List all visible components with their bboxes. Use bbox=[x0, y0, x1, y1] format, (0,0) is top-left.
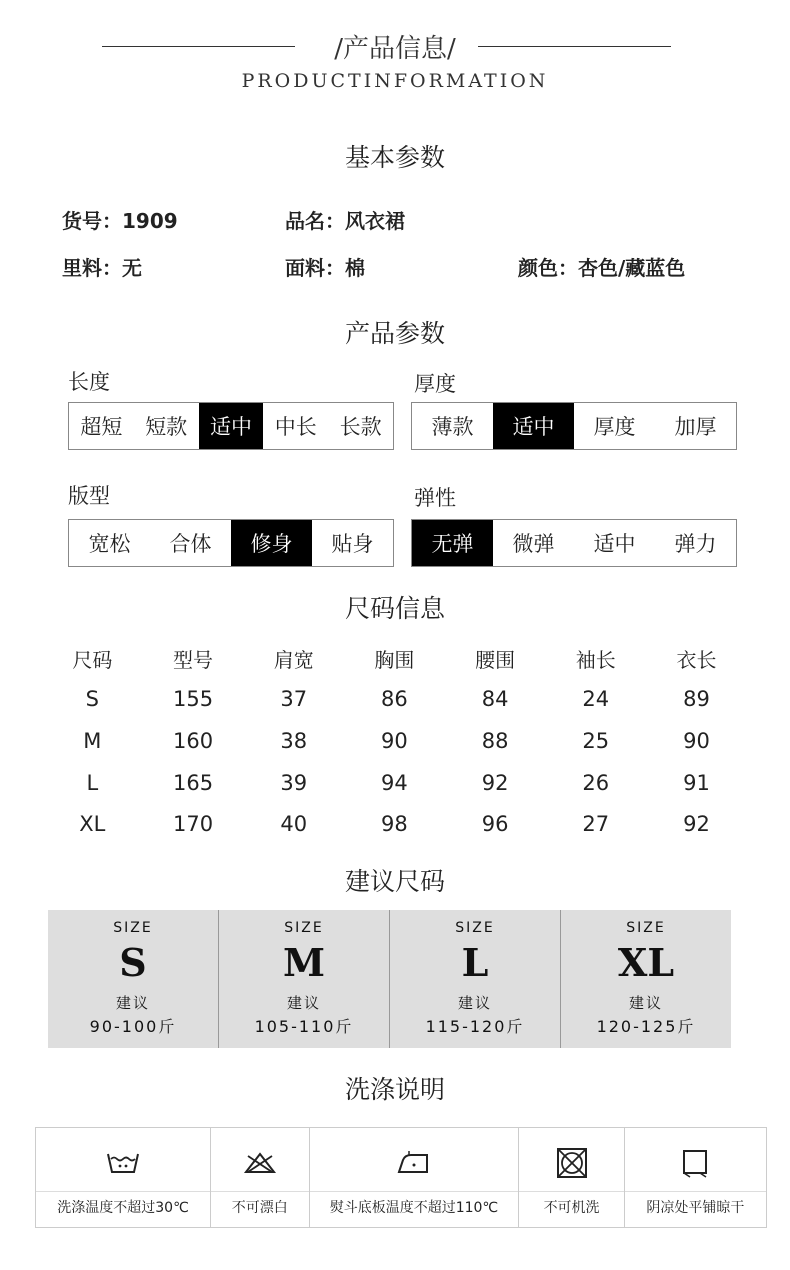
info-label: 颜色： bbox=[518, 256, 578, 280]
table-cell: 37 bbox=[280, 687, 308, 711]
option-item: 超短 bbox=[80, 415, 123, 439]
page-title: /产品信息/ bbox=[334, 34, 456, 64]
basic-section-title: 基本参数 bbox=[344, 143, 445, 172]
option-item: 合体 bbox=[169, 532, 212, 556]
param-label-fit: 版型 bbox=[68, 484, 110, 508]
option-item: 适中 bbox=[593, 532, 636, 556]
suggest-size-label: SIZE bbox=[455, 920, 495, 936]
option-selected: 适中 bbox=[493, 403, 574, 449]
table-row bbox=[42, 687, 747, 711]
suggest-size-panel bbox=[48, 910, 731, 1048]
suggest-weight-range: 120-125斤 bbox=[596, 1017, 696, 1036]
wash-divider bbox=[625, 1191, 766, 1192]
suggest-size-label: SIZE bbox=[626, 920, 666, 936]
table-cell: 90 bbox=[381, 729, 408, 753]
table-cell: 89 bbox=[683, 687, 710, 711]
table-cell: 38 bbox=[280, 729, 308, 753]
info-label: 里料： bbox=[62, 256, 122, 280]
info-item-color bbox=[518, 252, 685, 281]
suggest-text: 建议 bbox=[286, 994, 321, 1012]
info-item-fabric bbox=[285, 252, 365, 281]
size-section-title: 尺码信息 bbox=[344, 594, 445, 623]
table-header-cell: 型号 bbox=[173, 648, 214, 672]
param-label-elasticity: 弹性 bbox=[414, 486, 456, 510]
wash-divider bbox=[519, 1191, 623, 1192]
table-cell: 91 bbox=[683, 771, 710, 795]
table-cell: 90 bbox=[683, 729, 710, 753]
option-selected: 修身 bbox=[231, 520, 312, 566]
table-cell: 92 bbox=[481, 771, 509, 795]
table-header-cell: 腰围 bbox=[475, 648, 516, 672]
suggest-size-letter: L bbox=[461, 940, 489, 985]
table-cell: 24 bbox=[582, 687, 610, 711]
info-label: 品名： bbox=[285, 209, 345, 233]
info-label: 货号： bbox=[62, 209, 122, 233]
table-cell: 96 bbox=[481, 812, 509, 836]
table-cell: 88 bbox=[481, 729, 509, 753]
option-selected: 无弹 bbox=[412, 520, 493, 566]
table-cell: 27 bbox=[582, 812, 610, 836]
table-cell: 26 bbox=[582, 771, 610, 795]
table-header-cell: 尺码 bbox=[72, 648, 113, 672]
option-bar-elasticity bbox=[411, 519, 737, 567]
option-item: 弹力 bbox=[674, 532, 717, 556]
wash-section-title: 洗涤说明 bbox=[344, 1075, 445, 1104]
suggest-cell-xl bbox=[560, 910, 731, 1048]
option-bar-fit bbox=[68, 519, 394, 567]
suggest-weight-range: 115-120斤 bbox=[425, 1017, 525, 1036]
wash-text: 洗涤温度不超过30℃ bbox=[57, 1200, 189, 1216]
option-item: 中长 bbox=[274, 415, 317, 439]
table-cell: 155 bbox=[172, 687, 214, 711]
suggest-size-letter: S bbox=[119, 940, 147, 985]
option-bar-length bbox=[68, 402, 394, 450]
wash-text: 阴凉处平铺晾干 bbox=[646, 1200, 745, 1216]
iron-low-icon bbox=[310, 1138, 519, 1188]
suggest-size-label: SIZE bbox=[113, 920, 153, 936]
wash-item bbox=[36, 1128, 211, 1227]
table-cell: L bbox=[86, 771, 99, 795]
params-section-title: 产品参数 bbox=[344, 319, 445, 348]
option-item: 加厚 bbox=[674, 415, 717, 439]
option-item: 短款 bbox=[145, 415, 188, 439]
info-item-name bbox=[285, 205, 405, 234]
suggest-cell-s bbox=[48, 910, 218, 1048]
wash-item bbox=[211, 1128, 309, 1227]
wash-item bbox=[310, 1128, 520, 1227]
wash-30-icon bbox=[36, 1138, 210, 1188]
info-value: 风衣裙 bbox=[345, 209, 405, 233]
table-cell: 170 bbox=[172, 812, 214, 836]
option-bar-thickness bbox=[411, 402, 737, 450]
param-label-length: 长度 bbox=[68, 370, 110, 394]
dry-flat-shade-icon bbox=[625, 1138, 766, 1188]
no-machine-wash-icon bbox=[519, 1138, 623, 1188]
wash-divider bbox=[36, 1191, 210, 1192]
table-cell: M bbox=[83, 729, 102, 753]
table-cell: 160 bbox=[172, 729, 214, 753]
no-bleach-icon bbox=[211, 1138, 308, 1188]
table-cell: 165 bbox=[172, 771, 214, 795]
suggest-size-label: SIZE bbox=[284, 920, 324, 936]
option-selected: 适中 bbox=[199, 403, 264, 449]
wash-divider bbox=[211, 1191, 308, 1192]
suggest-size-letter: XL bbox=[617, 940, 675, 985]
info-value: 棉 bbox=[345, 256, 365, 280]
table-header-cell: 衣长 bbox=[676, 648, 717, 672]
wash-instructions bbox=[35, 1127, 767, 1228]
suggest-text: 建议 bbox=[628, 994, 663, 1012]
option-item: 厚度 bbox=[593, 415, 636, 439]
table-row bbox=[42, 771, 747, 795]
table-cell: 94 bbox=[381, 771, 408, 795]
table-cell: S bbox=[85, 687, 100, 711]
option-item: 贴身 bbox=[331, 532, 374, 556]
suggest-weight-range: 105-110斤 bbox=[254, 1017, 354, 1036]
table-cell: 39 bbox=[280, 771, 308, 795]
table-cell: 25 bbox=[582, 729, 610, 753]
info-value: 杏色/藏蓝色 bbox=[578, 256, 686, 280]
suggest-text: 建议 bbox=[457, 994, 492, 1012]
suggest-text: 建议 bbox=[115, 994, 150, 1012]
page-subtitle: PRODUCTINFORMATION bbox=[241, 70, 549, 92]
suggest-cell-m bbox=[218, 910, 389, 1048]
table-cell: 92 bbox=[683, 812, 710, 836]
wash-divider bbox=[310, 1191, 519, 1192]
table-cell: 86 bbox=[381, 687, 408, 711]
option-item: 微弹 bbox=[512, 532, 555, 556]
info-item-item-no bbox=[62, 205, 178, 234]
suggest-cell-l bbox=[389, 910, 560, 1048]
suggest-weight-range: 90-100斤 bbox=[89, 1017, 177, 1036]
wash-item bbox=[519, 1128, 624, 1227]
info-label: 面料： bbox=[285, 256, 345, 280]
table-header-cell: 肩宽 bbox=[273, 648, 314, 672]
table-cell: 98 bbox=[381, 812, 408, 836]
table-header-cell: 胸围 bbox=[374, 648, 415, 672]
option-item: 长款 bbox=[339, 415, 382, 439]
suggest-section-title: 建议尺码 bbox=[344, 867, 445, 896]
wash-text: 不可机洗 bbox=[543, 1200, 600, 1216]
suggest-size-letter: M bbox=[282, 940, 326, 985]
info-value: 1909 bbox=[122, 209, 178, 233]
table-cell: 84 bbox=[481, 687, 509, 711]
table-row bbox=[42, 729, 747, 753]
info-value: 无 bbox=[122, 256, 142, 280]
size-table-header bbox=[42, 644, 747, 673]
wash-item bbox=[625, 1128, 766, 1227]
option-item: 宽松 bbox=[88, 532, 131, 556]
table-header-cell: 袖长 bbox=[575, 648, 616, 672]
wash-text: 熨斗底板温度不超过110℃ bbox=[329, 1200, 499, 1216]
table-row bbox=[42, 812, 747, 836]
table-cell: XL bbox=[79, 812, 106, 836]
wash-text: 不可漂白 bbox=[231, 1200, 288, 1216]
option-item: 薄款 bbox=[431, 415, 474, 439]
param-label-thickness: 厚度 bbox=[414, 372, 456, 396]
table-cell: 40 bbox=[280, 812, 308, 836]
info-item-lining bbox=[62, 252, 142, 281]
